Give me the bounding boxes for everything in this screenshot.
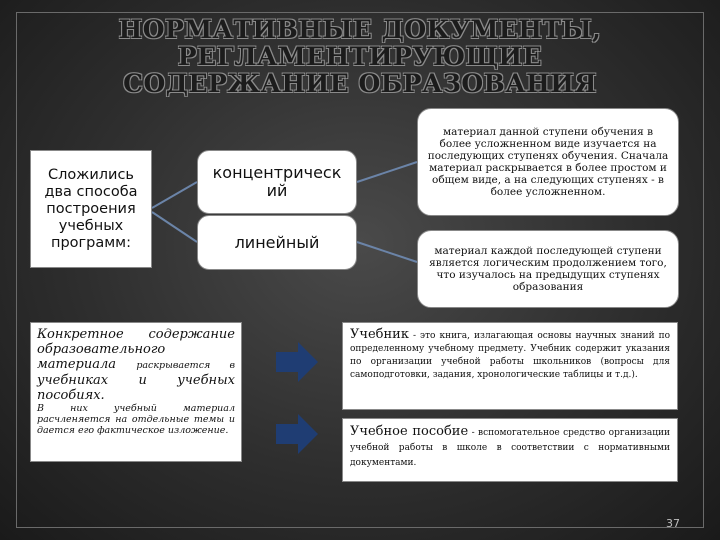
connector-linear-desc <box>357 242 417 262</box>
ways-text: Сложились два способа построения учебных программ: <box>44 166 138 251</box>
connector-to-linear <box>152 212 197 242</box>
ways-box <box>30 150 152 268</box>
guide-box <box>342 418 678 482</box>
concentric-label: концентрическ ий <box>212 163 342 200</box>
linear-description-box <box>417 230 679 308</box>
content-part4: В них учебный материал расчленяется на отдельные темы и дается его фактическое изложение. <box>37 403 235 436</box>
arrow-right-icon <box>274 340 320 384</box>
slide-title: НОРМАТИВНЫЕ ДОКУМЕНТЫ, РЕГЛАМЕНТИРУЮЩИЕ СОДЕРЖАНИЕ ОБРАЗОВАНИЯ <box>118 15 602 98</box>
concentric-box <box>197 150 357 214</box>
connector-to-concentric <box>152 182 197 208</box>
concentric-description: материал данной ступени обучения в более усложненном виде изучается на последующих ступенях обучения. Сначала материал раскрывается в более простом и общем виде, а на следующих ступенях - в более усложненном. <box>427 126 669 198</box>
textbook-term: Учебник <box>350 327 409 342</box>
connector-concentric-desc <box>357 162 417 182</box>
content-part1: Конкретное содержание образовательного материала <box>37 327 235 372</box>
content-box <box>30 322 242 462</box>
linear-label: линейный <box>234 233 320 252</box>
textbook-definition: - это книга, излагающая основы научных знаний по определенному учебному предмету. <box>350 331 670 354</box>
guide-definition: - вспомогательное средство организации учебной работы в школе в соответствии с нормативными документами. <box>350 428 670 468</box>
content-part2: раскрывается в <box>136 360 235 371</box>
guide-term: Учебное пособие <box>350 424 469 439</box>
linear-box <box>197 215 357 270</box>
arrow-right-icon <box>274 412 320 456</box>
concentric-description-box <box>417 108 679 216</box>
textbook-box <box>342 322 678 410</box>
linear-description: материал каждой последующей ступени является логическим продолжением того, что изучалось на предыдущих ступенях образования <box>429 245 667 293</box>
page-number: 37 <box>666 517 680 530</box>
content-part3: учебниках и учебных пособиях. <box>37 373 235 403</box>
textbook-extra: Учебник содержит указания по организации учебной работы школьников (вопросы для самоподготовки, задания, хронологические таблицы и т.д.). <box>350 344 670 380</box>
